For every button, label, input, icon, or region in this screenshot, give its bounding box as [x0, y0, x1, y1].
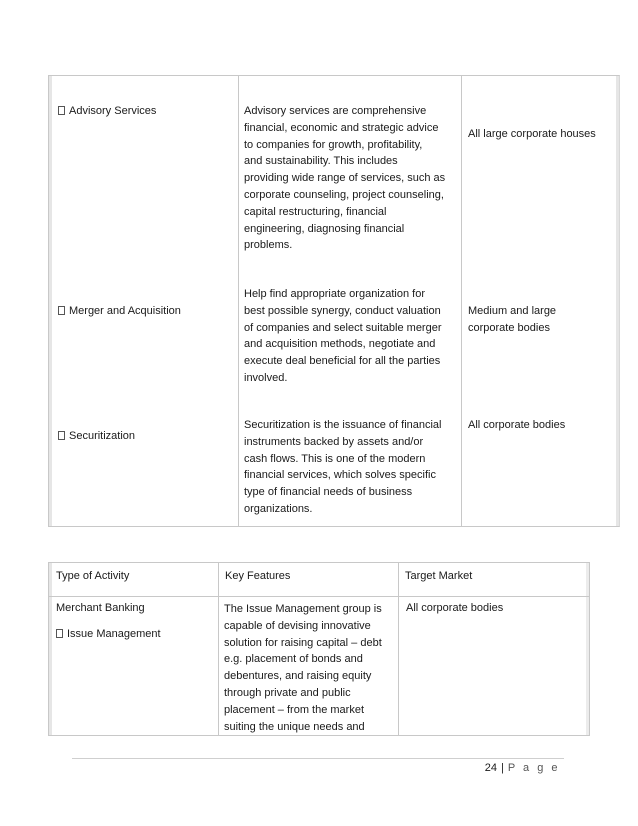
features-line: e.g. placement of bonds and	[224, 653, 363, 666]
activity-cell	[58, 428, 135, 445]
features-line: The Issue Management group is	[224, 603, 382, 615]
page-number: 24	[484, 762, 497, 774]
features-line: execute deal beneficial for all the parties	[244, 355, 441, 368]
activity-title: Merchant Banking	[56, 602, 145, 614]
page-label: P a g e	[507, 762, 560, 774]
checkbox-bullet-icon	[58, 431, 65, 440]
features-line: placement – from the market	[224, 703, 365, 716]
market-cell	[468, 417, 565, 434]
features-line: Help find appropriate organization for	[244, 288, 426, 300]
features-line: involved.	[244, 371, 288, 384]
activity-sub	[56, 626, 161, 643]
activity-label: Merger and Acquisition	[69, 305, 181, 317]
features-line: and acquisition methods, negotiate and	[244, 338, 436, 351]
market-cell: All corporate bodies	[406, 602, 504, 614]
features-line: type of financial needs of business	[244, 486, 413, 499]
header-target-market: Target Market	[405, 570, 473, 582]
activity-cell	[56, 600, 161, 643]
market-line: corporate bodies	[468, 321, 550, 334]
features-line: providing wide range of services, such as	[244, 172, 446, 185]
header-key-features: Key Features	[225, 570, 291, 582]
activity-cell	[58, 303, 181, 320]
features-line: organizations.	[244, 502, 313, 515]
features-line: cash flows. This is one of the modern	[244, 452, 426, 465]
features-line: capable of devising innovative	[224, 619, 371, 632]
footer-rule	[72, 758, 564, 759]
market-cell	[468, 126, 596, 143]
features-line: problems.	[244, 239, 293, 252]
page-number-footer	[485, 762, 560, 774]
market-line: All large corporate houses	[468, 128, 596, 140]
features-cell	[224, 601, 396, 735]
market-line: Medium and large	[468, 305, 557, 317]
features-cell	[244, 103, 458, 254]
features-line: Securitization is the issuance of financial	[244, 419, 442, 431]
services-table	[48, 75, 620, 527]
header-type-of-activity: Type of Activity	[56, 570, 130, 582]
activity-cell	[58, 103, 156, 120]
features-line: instruments backed by assets and/or	[244, 435, 424, 448]
features-line: best possible synergy, conduct valuation	[244, 304, 441, 317]
column-divider	[461, 75, 462, 527]
features-line: through private and public	[224, 686, 351, 699]
merchant-banking-table	[48, 562, 590, 736]
features-line: solution for raising capital – debt	[224, 636, 382, 649]
activity-label: Advisory Services	[69, 105, 157, 117]
features-line: and sustainability. This includes	[244, 155, 398, 168]
features-cell	[244, 417, 458, 518]
page-separator: |	[500, 762, 504, 774]
activity-label: Securitization	[69, 430, 136, 442]
activity-sub-label: Issue Management	[67, 627, 161, 640]
features-line: to companies for growth, profitability,	[244, 138, 423, 151]
column-divider	[218, 562, 219, 736]
features-line: Advisory services are comprehensive	[244, 105, 427, 117]
features-line: capital restructuring, financial	[244, 205, 387, 218]
market-line: All corporate bodies	[468, 419, 566, 431]
features-line: financial services, which solves specific	[244, 469, 436, 482]
features-line: financial, economic and strategic advice	[244, 121, 439, 134]
features-cell	[244, 286, 458, 387]
market-cell	[468, 303, 556, 337]
checkbox-bullet-icon	[58, 106, 65, 115]
checkbox-bullet-icon	[56, 629, 63, 638]
header-divider	[48, 596, 590, 597]
column-divider	[398, 562, 399, 736]
features-line: suiting the unique needs and	[224, 720, 365, 733]
features-line: debentures, and raising equity	[224, 670, 372, 683]
features-line: of companies and select suitable merger	[244, 321, 442, 334]
features-line: engineering, diagnosing financial	[244, 222, 405, 235]
column-divider	[238, 75, 239, 527]
features-line: corporate counseling, project counseling,	[244, 188, 444, 201]
checkbox-bullet-icon	[58, 306, 65, 315]
